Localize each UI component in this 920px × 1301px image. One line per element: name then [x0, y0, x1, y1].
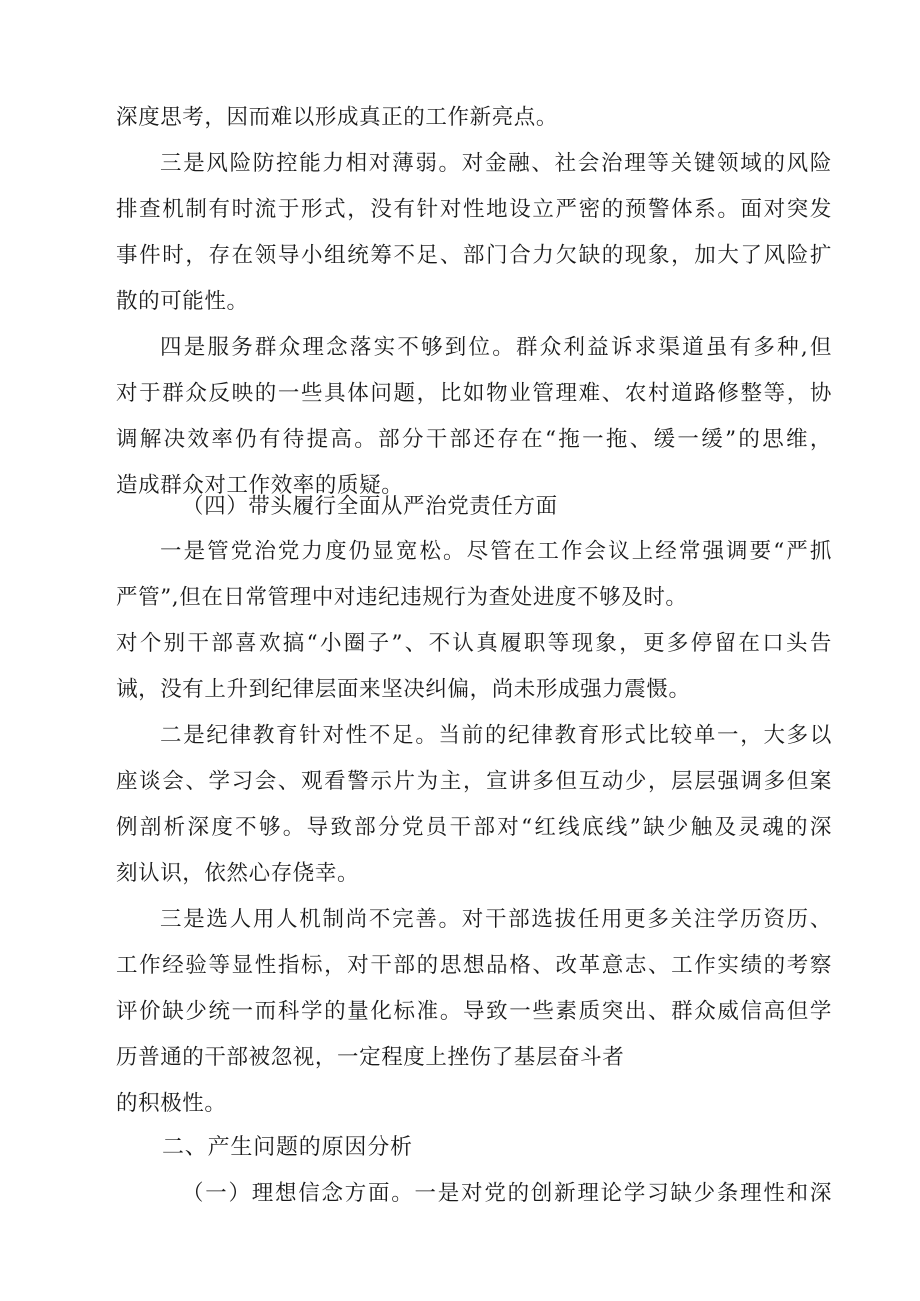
text-line: 严管”,但在日常管理中对违纪违规行为查处进度不够及时。 — [116, 585, 688, 610]
text-line: 座谈会、学习会、观看警示片为主，宣讲多但互动少，层层强调多但案 — [116, 769, 832, 794]
text-line: 历普通的干部被忽视，一定程度上挫伤了基层奋斗者 — [116, 1045, 625, 1070]
text-line: 诫，没有上升到纪律层面来坚决纠偏，尚未形成强力震慑。 — [116, 677, 691, 702]
section-heading: （四）带头履行全面从严治党责任方面 — [182, 494, 558, 519]
text-line: 事件时，存在领导小组统筹不足、部门合力欠缺的现象，加大了风险扩 — [116, 243, 832, 268]
text-line: 二是纪律教育针对性不足。当前的纪律教育形式比较单一，大多以 — [160, 723, 832, 748]
text-line: 深度思考，因而难以形成真正的工作新亮点。 — [116, 105, 559, 130]
text-line: 评价缺少统一而科学的量化标准。导致一些素质突出、群众威信高但学 — [116, 999, 832, 1024]
text-line: 造成群众对工作效率的质疑。 — [116, 473, 404, 498]
text-line: 对于群众反映的一些具体问题，比如物业管理难、农村道路修整等，协 — [116, 381, 832, 406]
text-line: （一）理想信念方面。一是对党的创新理论学习缺少条理性和深 — [182, 1181, 832, 1206]
text-line: 三是选人用人机制尚不完善。对干部选拔任用更多关注学历资历、 — [160, 907, 832, 932]
text-line: 排查机制有时流于形式，没有针对性地设立严密的预警体系。面对突发 — [116, 197, 832, 222]
text-line: 一是管党治党力度仍显宽松。尽管在工作会议上经常强调要“严抓 — [160, 539, 832, 564]
text-line: 散的可能性。 — [116, 289, 249, 314]
text-line: 工作经验等显性指标，对干部的思想品格、改革意志、工作实绩的考察 — [116, 953, 832, 978]
chapter-heading: 二、产生问题的原因分析 — [162, 1135, 413, 1160]
text-line: 的积极性。 — [116, 1091, 227, 1116]
text-line: 四是服务群众理念落实不够到位。群众利益诉求渠道虽有多种,但 — [160, 335, 832, 360]
text-line: 调解决效率仍有待提高。部分干部还存在“拖一拖、缓一缓”的思维， — [116, 427, 832, 452]
text-line: 例剖析深度不够。导致部分党员干部对“红线底线”缺少触及灵魂的深 — [116, 815, 832, 840]
text-line: 对个别干部喜欢搞“小圈子”、不认真履职等现象，更多停留在口头告 — [116, 631, 832, 656]
text-line: 刻认识，依然心存侥幸。 — [116, 861, 360, 886]
text-line: 三是风险防控能力相对薄弱。对金融、社会治理等关键领域的风险 — [160, 151, 832, 176]
